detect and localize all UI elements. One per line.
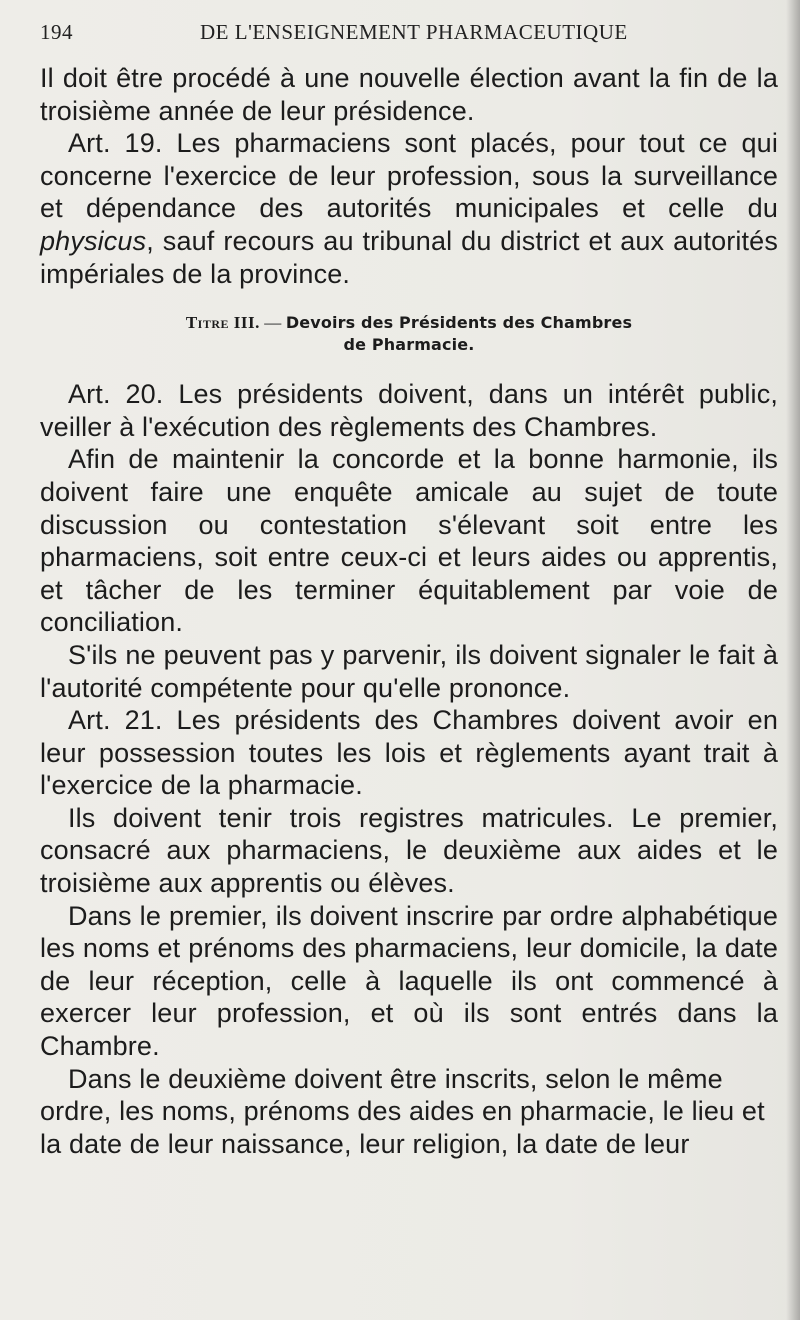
art-19-rest: , sauf recours au tribunal du district et aux autorités impériales de la province. bbox=[40, 225, 778, 289]
running-head bbox=[40, 14, 780, 54]
art-19-italic: physicus bbox=[40, 225, 147, 256]
paragraph-premier-registre: Dans le premier, ils doivent inscrire par ordre alphabétique les noms et prénoms des pharmaciens, leur domicile, la date de leur réception, celle à laquelle ils ont commencé à exercer leur profession, et où ils sont entrés dans la Chambre. bbox=[40, 900, 778, 1062]
section-dash: — bbox=[259, 313, 286, 333]
paragraph-concorde: Afin de maintenir la concorde et la bonne harmonie, ils doivent faire une enquête amicale au sujet de toute discussion ou contestation s'élevant soit entre les pharmaciens, soit entre ceux-ci et leurs aides ou apprentis, et tâcher de les terminer équitablement par voie de conciliation. bbox=[40, 444, 778, 638]
paragraph-registres: Ils doivent tenir trois registres matricules. Le premier, consacré aux pharmaciens, le deuxième aux aides et le troisième aux apprentis ou élèves. bbox=[40, 802, 778, 899]
page-number: 194 bbox=[40, 20, 73, 44]
section-label: Titre III. bbox=[185, 313, 260, 333]
paragraph-art-21: Art. 21. Les présidents des Chambres doivent avoir en leur possession toutes les lois et règlements ayant trait à l'exercice de la pharmacie. bbox=[40, 705, 778, 801]
paragraph-autorite: S'ils ne peuvent pas y parvenir, ils doivent signaler le fait à l'autorité compétente pour qu'elle prononce. bbox=[40, 639, 778, 703]
paragraph-deuxieme-registre: Dans le deuxième doivent être inscrits, selon le même ordre, les noms, prénoms des aides en pharmacie, le lieu et la date de leur naissance, leur religion, la date de leur bbox=[40, 1063, 765, 1159]
page-gutter-shadow bbox=[786, 0, 800, 1320]
running-head-title: DE L'ENSEIGNEMENT PHARMACEUTIQUE bbox=[200, 20, 628, 44]
body-text bbox=[40, 62, 778, 1160]
paragraph-election: Il doit être procédé à une nouvelle élection avant la fin de la troisième année de leur présidence. bbox=[40, 63, 778, 126]
art-19-text: Art. 19. Les pharmaciens sont placés, pour tout ce qui concerne l'exercice de leur profession, sous la surveillance et dépendance des autorités municipales et celle du bbox=[40, 128, 778, 224]
paragraph-art-19 bbox=[40, 127, 778, 290]
section-heading-line-1: Devoirs des Présidents des Chambres bbox=[285, 313, 633, 333]
paragraph-art-20: Art. 20. Les présidents doivent, dans un intérêt public, veiller à l'exécution des règlements des Chambres. bbox=[40, 379, 778, 442]
section-title bbox=[40, 312, 778, 356]
section-heading-line-2: de Pharmacie. bbox=[343, 335, 475, 355]
